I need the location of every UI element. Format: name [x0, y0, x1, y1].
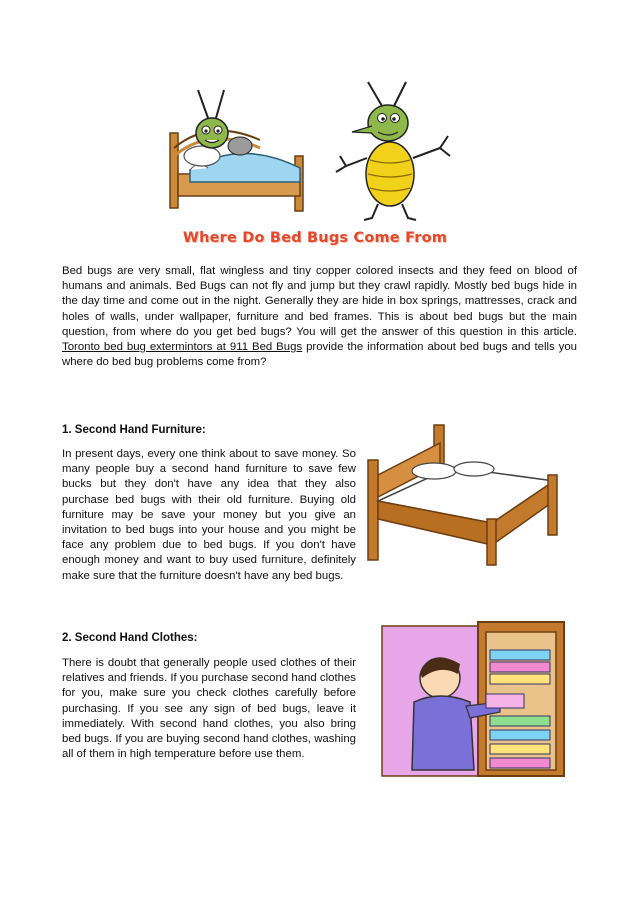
illustration-title: Where Do Bed Bugs Come From [182, 230, 448, 246]
intro-paragraph [62, 264, 577, 370]
boy-closet-image [374, 620, 570, 778]
intro-text-end: provide the information about bed bugs and tells you where do bed bug problems come from? [62, 341, 578, 369]
section-heading-furniture: 1. Second Hand Furniture: [62, 424, 206, 436]
bed-bug-cartoon-illustration [150, 78, 480, 228]
exterminators-link[interactable]: Toronto bed bug extermintors at 911 Bed Bugs [62, 341, 303, 354]
section-heading-clothes: 2. Second Hand Clothes: [62, 632, 198, 644]
bug-in-bed [196, 90, 252, 155]
section-body-clothes: There is doubt that generally people used clothes of their relatives and friends. If you purchase second hand clothes for you, make sure you check clothes carefully before purchasing. If you see any sign of bed bugs, leave it immediately. With second hand clothes, you also bring bed bugs. If you are buying second hand clothes, washing all of them in high temperature before use them. [62, 657, 356, 761]
section-body-furniture: In present days, every one think about to save money. So many people buy a second hand furniture to save few bucks but they don't have any idea that they also purchase bed bugs with their old furniture. Buying old furniture may be save your money but you give an invitation to bed bugs into your house and you might be face any problem due to bed bugs. If you don't have enough money and want to buy used furniture, definitely make sure that the furniture doesn't have any bed bugs. [62, 448, 356, 582]
wooden-bed-image [362, 415, 570, 570]
intro-text-start: Bed bugs are very small, flat wingless and tiny copper colored insects and they feed on blood of humans and animals. Bed Bugs can not fly and jump but they crawl rapidly. Mostly bed bugs hide in the day time and come out in the night. Generally they are hide in box springs, mattresses, crack and holes of walls, under wallpaper, furniture and bed frames. This is about bed bugs but the main question, from where do you get bed bugs? You will get the answer of this question in this article. [62, 265, 577, 338]
standing-bug [336, 82, 450, 220]
